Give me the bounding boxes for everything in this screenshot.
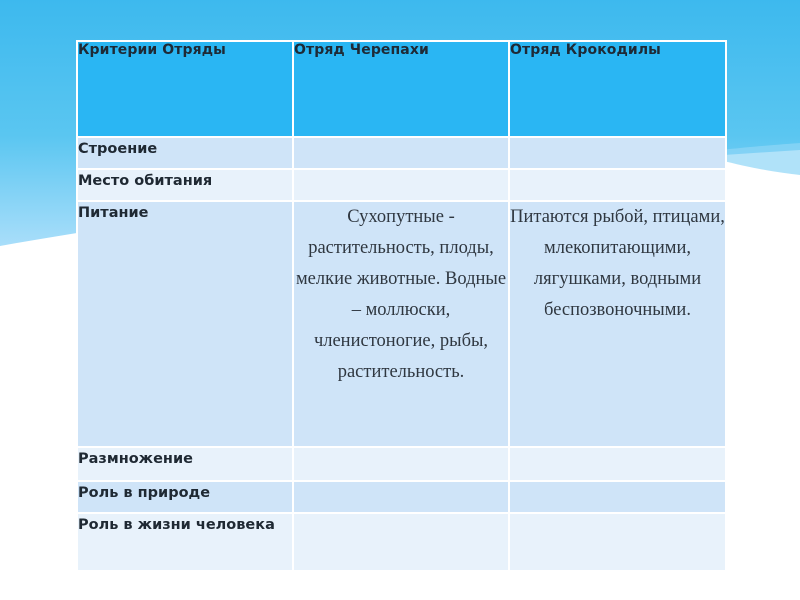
header-crocodiles: Отряд Крокодилы [509,41,726,137]
table-row-nutrition [77,201,726,447]
cell-crocodiles-role-nature [509,481,726,513]
row-label-role-nature: Роль в природе [77,481,293,513]
comparison-table-container [76,40,725,568]
header-criteria: Критерии Отряды [77,41,293,137]
table-row-reproduction [77,447,726,481]
cell-turtles-habitat [293,169,509,201]
cell-turtles-reproduction [293,447,509,481]
row-label-habitat: Место обитания [77,169,293,201]
table-header-row [77,41,726,137]
cell-turtles-role-human [293,513,509,571]
cell-crocodiles-role-human [509,513,726,571]
header-turtles: Отряд Черепахи [293,41,509,137]
row-label-nutrition: Питание [77,201,293,447]
row-label-role-human: Роль в жизни человека [77,513,293,571]
cell-crocodiles-habitat [509,169,726,201]
row-label-reproduction: Размножение [77,447,293,481]
table-row-habitat [77,169,726,201]
table-row-role-nature [77,481,726,513]
row-label-structure: Строение [77,137,293,169]
cell-turtles-nutrition: Сухопутные - растительность, плоды, мелкие животные. Водные – моллюски, членистоногие, рыбы, растительность. [293,201,509,447]
table-row-role-human [77,513,726,571]
cell-crocodiles-reproduction [509,447,726,481]
cell-turtles-structure [293,137,509,169]
cell-turtles-role-nature [293,481,509,513]
table-row-structure [77,137,726,169]
cell-crocodiles-nutrition: Питаются рыбой, птицами, млекопитающими, лягушками, водными беспозвоночными. [509,201,726,447]
cell-crocodiles-structure [509,137,726,169]
comparison-table [76,40,727,572]
